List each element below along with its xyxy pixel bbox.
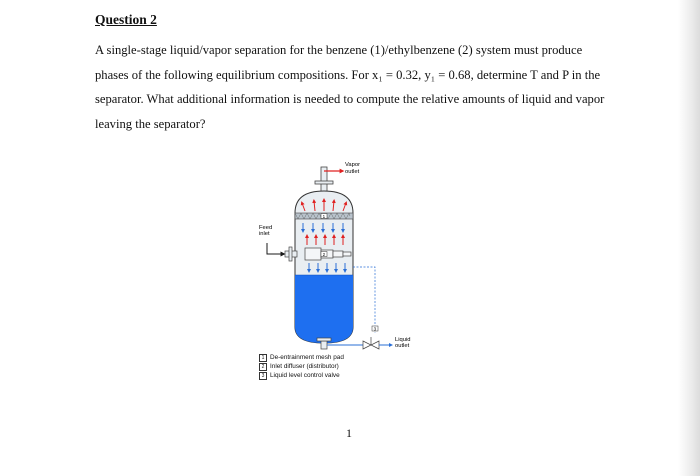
legend-text: Liquid level control valve: [270, 372, 340, 379]
legend-text: De-entrainment mesh pad: [270, 354, 344, 361]
legend-item: [259, 362, 344, 371]
legend-item: [259, 371, 344, 380]
page-number: 1: [346, 426, 352, 440]
mesh-pad: [295, 213, 353, 219]
liquid-outlet-label-2: outlet: [395, 343, 410, 349]
vapor-outlet-label-2: outlet: [345, 169, 360, 175]
page-edge-shadow: [678, 0, 700, 476]
figure-legend: [259, 353, 344, 380]
legend-text: Inlet diffuser (distributor): [270, 363, 339, 370]
legend-number: 2: [259, 363, 267, 371]
level-control-line: [353, 267, 375, 333]
tag-1: 1: [322, 213, 326, 219]
vapor-outlet-nozzle: [315, 167, 342, 193]
legend-number: 1: [259, 354, 267, 362]
legend-item: [259, 353, 344, 362]
tag-2: 2: [322, 251, 326, 257]
vapor-outlet-label-1: Vapor: [345, 162, 361, 168]
level-control-valve: [363, 326, 391, 349]
feed-inlet-nozzle: [267, 243, 297, 261]
feed-inlet-label-1: Feed: [259, 225, 273, 231]
question-paragraph: A single-stage liquid/vapor separation for the benzene (1)/ethylbenzene (2) system must produce phases of the following equilibrium compositions. For x₁ = 0.32, y₁ = 0.68, determine T and P in the separator. What additional information is needed to compute the relative amounts of liquid and vapor leaving the separator?: [95, 43, 605, 131]
question-heading: Question 2: [95, 12, 157, 27]
tag-3: 3: [373, 326, 377, 332]
legend-number: 3: [259, 372, 267, 380]
feed-inlet-label-2: inlet: [259, 231, 270, 237]
liquid-outlet-label-1: Liquid: [395, 337, 411, 343]
